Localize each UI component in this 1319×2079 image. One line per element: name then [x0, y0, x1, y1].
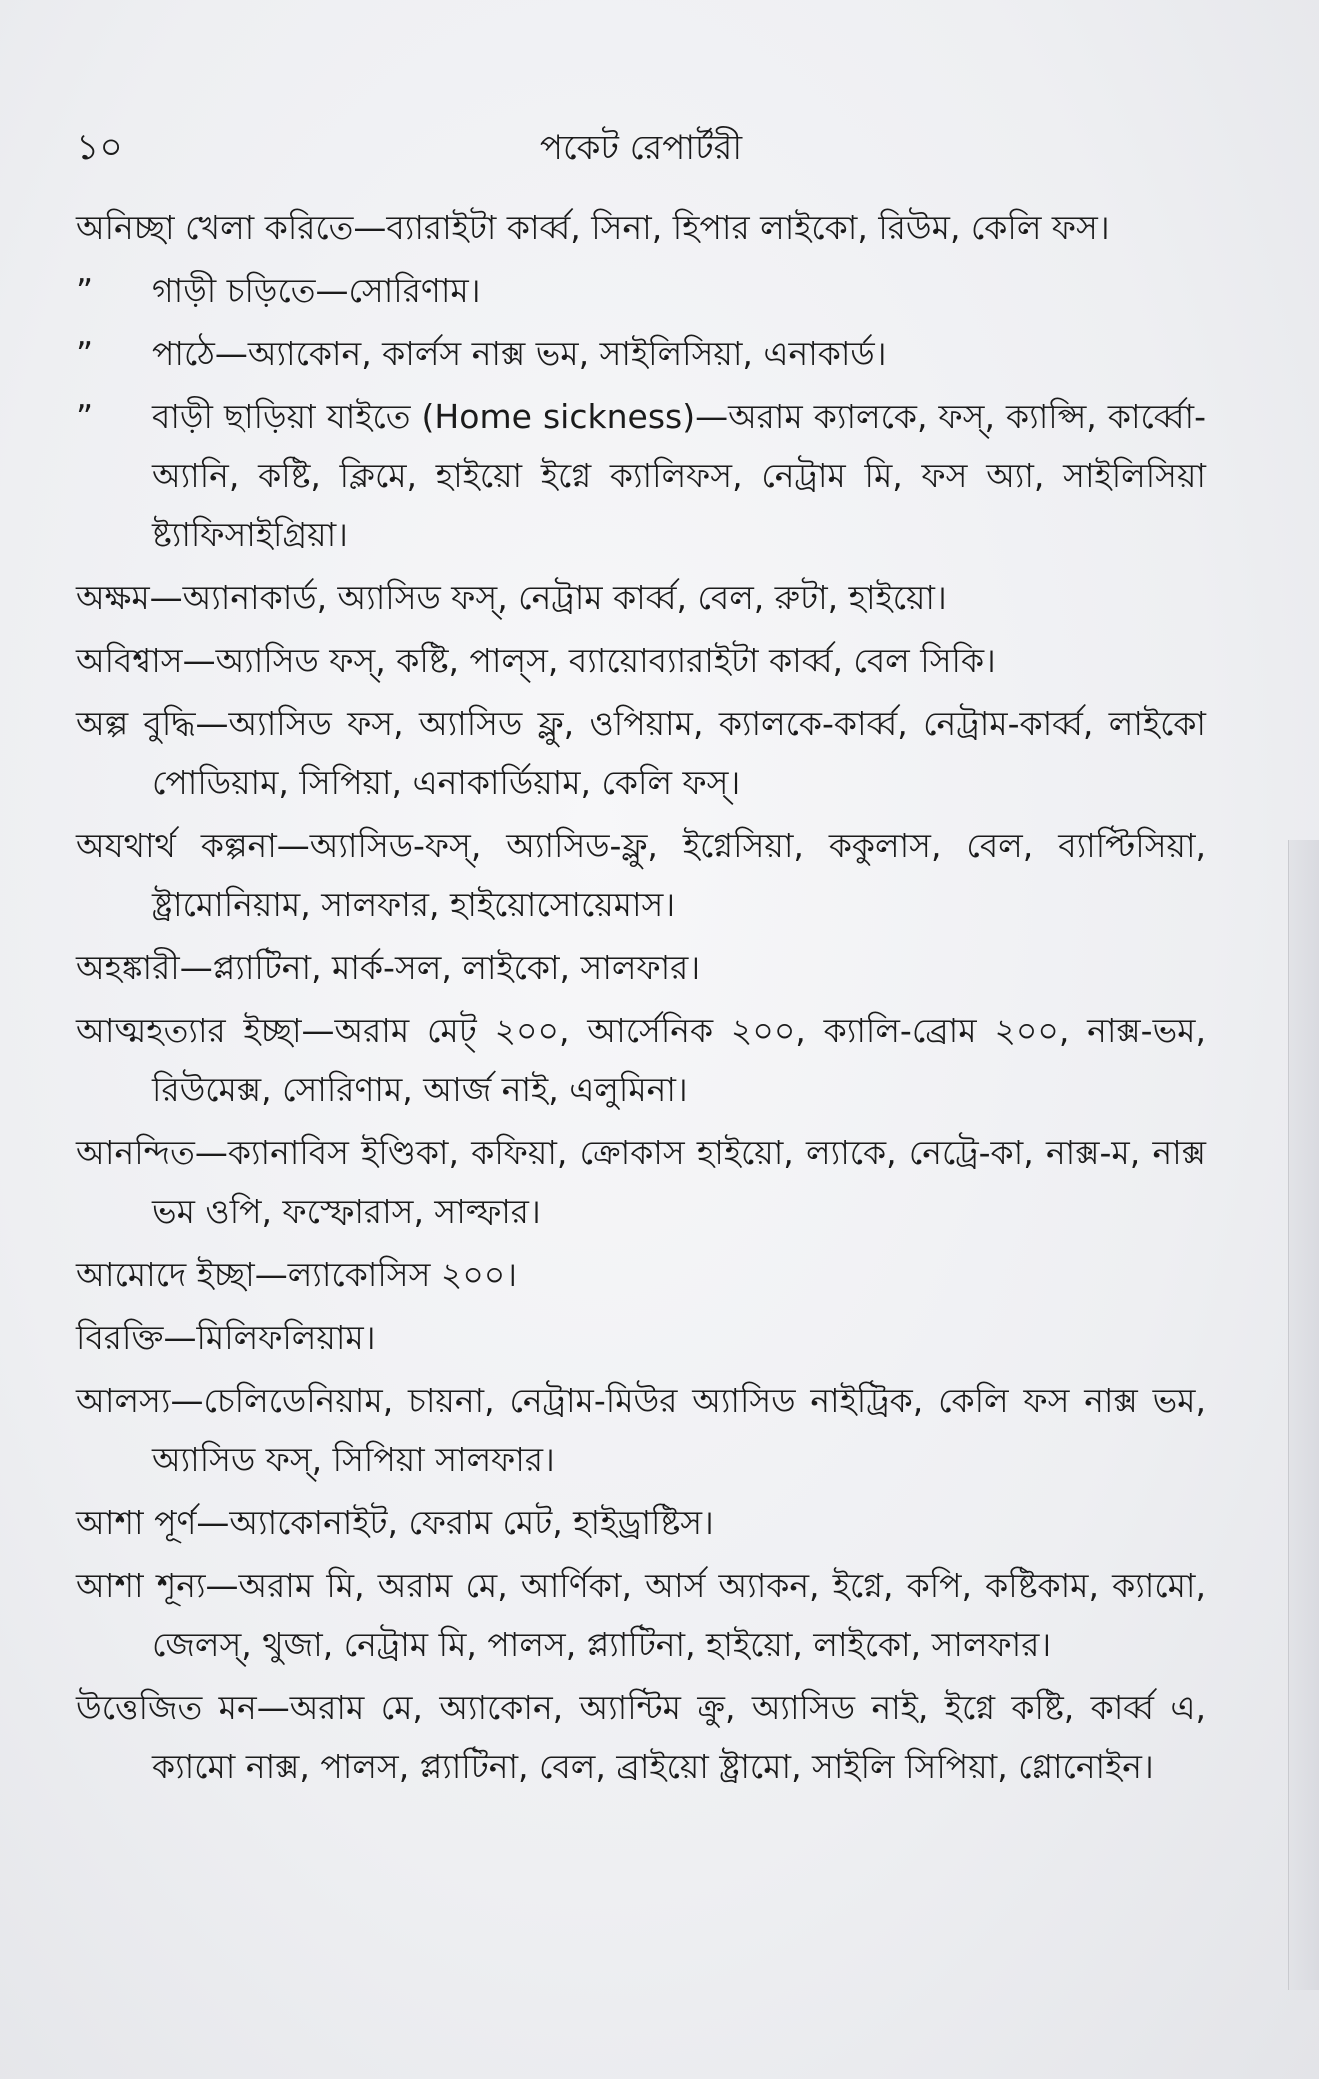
entry-irritation — [76, 1308, 1206, 1367]
entry-text: আলস্য—চেলিডেনিয়াম, চায়না, নেট্রাম-মিউর অ্যাসিড নাইট্রিক, কেলি ফস নাক্স ভম, অ্যাসিড ফস্, সিপিয়া সালফার। — [76, 1381, 1206, 1479]
entry-text: অহঙ্কারী—প্ল্যাটিনা, মার্ক-সল, লাইকো, সালফার। — [76, 948, 701, 987]
entry-riding-in-carriage — [76, 261, 1206, 320]
entry-text: অক্ষম—অ্যানাকার্ড, অ্যাসিড ফস্, নেট্রাম কার্ব্ব, বেল, রুটা, হাইয়ো। — [76, 578, 947, 617]
entry-reluctance-to-play — [76, 198, 1206, 257]
ditto-mark: ” — [76, 334, 94, 373]
entry-text: অনিচ্ছা খেলা করিতে—ব্যারাইটা কার্ব্ব, সিনা, হিপার লাইকো, রিউম, কেলি ফস। — [76, 208, 1110, 247]
page-number: ১০ — [76, 127, 123, 168]
entry-arrogance — [76, 938, 1206, 997]
entry-desire-for-amusement — [76, 1245, 1206, 1304]
entry-incapable — [76, 568, 1206, 627]
page-edge-shadow — [1288, 840, 1319, 1990]
page-header — [76, 118, 1206, 178]
entry-hopelessness — [76, 1556, 1206, 1674]
entry-home-sickness — [76, 387, 1206, 564]
entry-text: বাড়ী ছাড়িয়া যাইতে (Home sickness)—অরাম ক্যালকে, ফস্, ক্যাপ্সি, কার্ব্বো-অ্যানি, কষ্টি, ক্লিমে, হাইয়ো ইগ্নে ক্যালিফস, নেট্রাম মি, ফস অ্যা, সাইলিসিয়া ষ্ট্যাফিসাইগ্রিয়া। — [152, 397, 1206, 554]
entry-joyful — [76, 1123, 1206, 1241]
entry-text: আমোদে ইচ্ছা—ল্যাকোসিস ২০০। — [76, 1255, 518, 1294]
entry-excited-mind — [76, 1678, 1206, 1796]
entry-text: অযথার্থ কল্পনা—অ্যাসিড-ফস্, অ্যাসিড-ফ্লু, ইগ্নেসিয়া, ককুলাস, বেল, ব্যাপ্টিসিয়া, ষ্ট্রামোনিয়াম, সালফার, হাইয়োসোয়েমাস। — [76, 826, 1206, 924]
entry-text: আত্মহত্যার ইচ্ছা—অরাম মেট্ ২০০, আর্সেনিক ২০০, ক্যালি-ব্রোম ২০০, নাক্স-ভম, রিউমেক্স, সোরিণাম, আর্জ নাই, এলুমিনা। — [76, 1011, 1206, 1109]
ditto-mark: ” — [76, 397, 94, 436]
repertory-entries — [76, 198, 1206, 1800]
entry-text: অল্প বুদ্ধি—অ্যাসিড ফস, অ্যাসিড ফ্লু, ওপিয়াম, ক্যালকে-কার্ব্ব, নেট্রাম-কার্ব্ব, লাইকো পোডিয়াম, সিপিয়া, এনাকার্ডিয়াম, কেলি ফস্। — [76, 704, 1206, 802]
entry-distrust — [76, 631, 1206, 690]
entry-hope-fulfilled — [76, 1493, 1206, 1552]
entry-text: আশা পূর্ণ—অ্যাকোনাইট, ফেরাম মেট, হাইড্রাষ্টিস। — [76, 1503, 714, 1542]
entry-text: আশা শূন্য—অরাম মি, অরাম মে, আর্ণিকা, আর্স অ্যাকন, ইগ্নে, কপি, কষ্টিকাম, ক্যামো, জেলস্, থুজা, নেট্রাম মি, পালস, প্ল্যাটিনা, হাইয়ো, লাইকো, সালফার। — [76, 1566, 1206, 1664]
entry-false-imagination — [76, 816, 1206, 934]
entry-text: অবিশ্বাস—অ্যাসিড ফস্, কষ্টি, পাল্স, ব্যায়োব্যারাইটা কার্ব্ব, বেল সিকি। — [76, 641, 996, 680]
entry-reading — [76, 324, 1206, 383]
entry-text: উত্তেজিত মন—অরাম মে, অ্যাকোন, অ্যান্টিম ক্রু, অ্যাসিড নাই, ইগ্নে কষ্টি, কার্ব্ব এ, ক্যামো নাক্স, পালস, প্ল্যাটিনা, বেল, ব্রাইয়ো ষ্ট্রামো, সাইলি সিপিয়া, গ্লোনোইন। — [76, 1688, 1206, 1786]
entry-laziness — [76, 1371, 1206, 1489]
entry-suicidal-desire — [76, 1001, 1206, 1119]
entry-text: পাঠে—অ্যাকোন, কার্লস নাক্স ভম, সাইলিসিয়া, এনাকার্ড। — [152, 334, 887, 373]
entry-text: গাড়ী চড়িতে—সোরিণাম। — [152, 271, 481, 310]
ditto-mark: ” — [76, 271, 94, 310]
entry-low-intelligence — [76, 694, 1206, 812]
running-title: পকেট রেপার্টরী — [539, 128, 743, 168]
entry-text: আনন্দিত—ক্যানাবিস ইণ্ডিকা, কফিয়া, ক্রোকাস হাইয়ো, ল্যাকে, নেট্রে-কা, নাক্স-ম, নাক্স ভম ওপি, ফস্ফোরাস, সাল্ফার। — [76, 1133, 1206, 1231]
entry-text: বিরক্তি—মিলিফলিয়াম। — [76, 1318, 376, 1357]
